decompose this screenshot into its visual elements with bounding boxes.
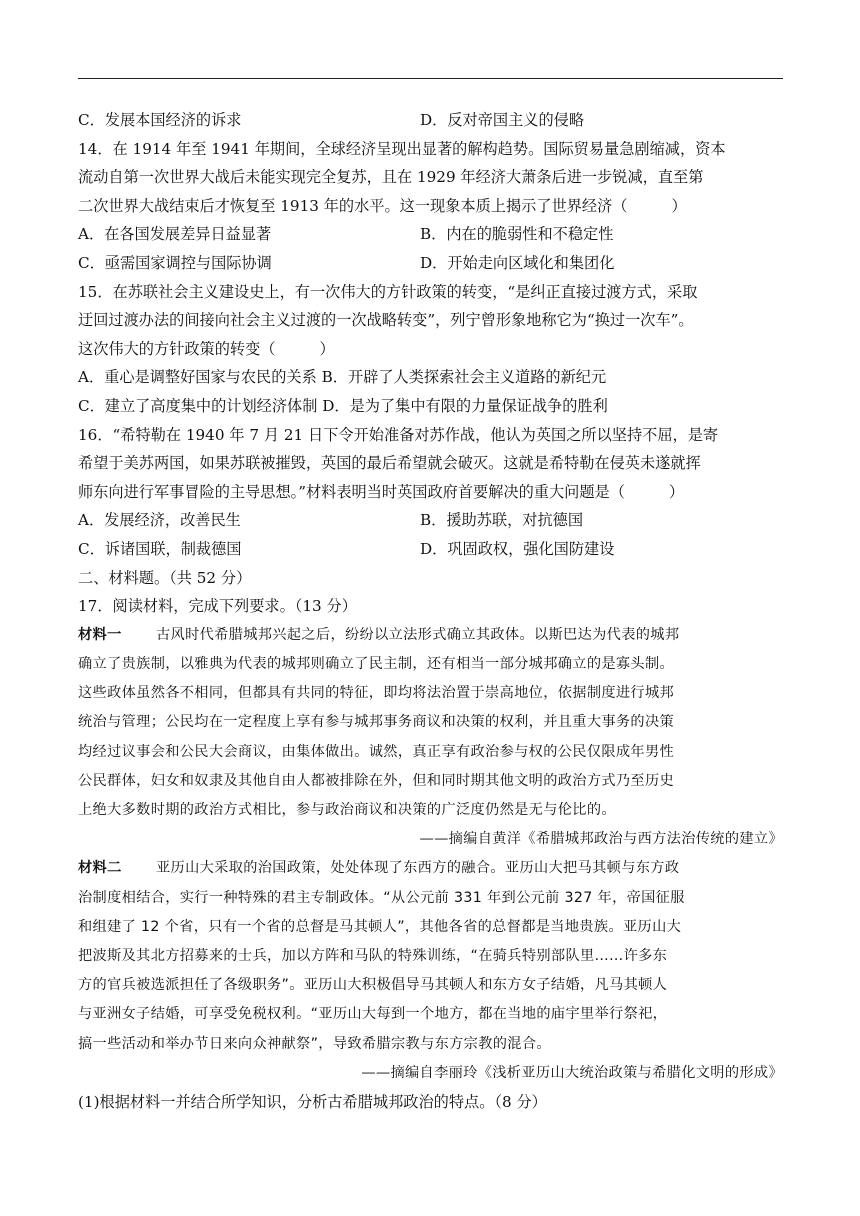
material-one-line: 统治与管理；公民均在一定程度上享有参与城邦事务商议和决策的权利，并且重大事务的决策	[78, 714, 675, 731]
material-two	[78, 854, 783, 1088]
q15-stem-line: 15．在苏联社会主义建设史上，有一次伟大的方针政策的转变，“是纠正直接过渡方式，采取	[78, 282, 698, 301]
material-two-line: 把波斯及其北方招募来的士兵，加以方阵和马队的特殊训练，“在骑兵特别部队里……许多东	[78, 947, 668, 964]
material-two-line: 与亚洲女子结婚，可享受免税权利。“亚历山大每到一个地方，都在当地的庙宇里举行祭祀，	[78, 1006, 668, 1023]
material-two-line: 治制度相结合，实行一种特殊的君主专制政体。“从公元前 331 年到公元前 327 年，帝国征服	[78, 889, 685, 906]
q14-stem-line: 14．在 1914 年至 1941 年期间，全球经济呈现出显著的解构趋势。国际贸易量急剧缩减，资本	[78, 139, 726, 158]
q16-option-b[interactable]: B．援助苏联，对抗德国	[420, 511, 584, 530]
material-two-line: 和组建了 12 个省，只有一个省的总督是马其顿人”，其他各省的总督都是当地贵族。亚历山大	[78, 918, 682, 935]
material-one-text: 古风时代希腊城邦兴起之后，纷纷以立法形式确立其政体。以斯巴达为代表的城邦	[156, 626, 680, 643]
material-two-line: 方的官兵被选派担任了各级职务”。亚历山大积极倡导马其顿人和东方女子结婚，凡马其顿人	[78, 977, 668, 994]
q15-stem-text: 这次伟大的方针政策的转变（	[78, 339, 276, 358]
q13-option-c[interactable]: C．发展本国经济的诉求	[78, 111, 242, 129]
q14-option-d[interactable]: D．开始走向区域化和集团化	[420, 253, 615, 272]
material-two-text: 亚历山大采取的治国政策，处处体现了东西方的融合。亚历山大把马其顿与东方政	[156, 860, 680, 877]
question-15	[78, 278, 783, 421]
section-heading: 二、材料题。（共 52 分）	[78, 568, 252, 587]
material-one-line: 均经过议事会和公民大会商议，由集体做出。诚然，真正享有政治参与权的公民仅限成年男性	[78, 743, 675, 760]
q14-option-c[interactable]: C．亟需国家调控与国际协调	[78, 253, 272, 272]
material-two-line: 搞一些活动和举办节日来向众神献祭”，导致希腊宗教与东方宗教的混合。	[78, 1035, 551, 1052]
q17-prompt: 17．阅读材料，完成下列要求。（13 分）	[78, 597, 357, 616]
material-two-source: ——摘编自李丽玲《浅析亚历山大统治政策与希腊化文明的形成》	[361, 1064, 783, 1081]
q13-option-d[interactable]: D．反对帝国主义的侵略	[420, 111, 585, 129]
material-one-line	[78, 621, 783, 650]
q16-option-d[interactable]: D．巩固政权，强化国防建设	[420, 539, 615, 558]
material-one-line: 这些政体虽然各不相同，但都具有共同的特征，即均将法治置于崇高地位，依据制度进行城邦	[78, 685, 675, 702]
q14-answer-paren-close: ）	[671, 196, 687, 215]
material-two-label: 材料二	[78, 860, 122, 877]
q16-options-ab	[78, 506, 783, 535]
material-one-label: 材料一	[78, 626, 122, 643]
exam-page	[78, 106, 783, 1117]
q15-options-ab[interactable]: A．重心是调整好国家与农民的关系 B．开辟了人类探索社会主义道路的新纪元	[78, 368, 607, 387]
question-14	[78, 135, 783, 278]
material-one-line: 公民群体，妇女和奴隶及其他自由人都被排除在外，但和同时期其他文明的政治方式乃至历史	[78, 772, 675, 789]
q14-stem-text: 二次世界大战结束后才恢复至 1913 年的水平。这一现象本质上揭示了世界经济（	[78, 196, 628, 215]
material-one	[78, 621, 783, 855]
q15-stem-line: 迂回过渡办法的间接向社会主义过渡的一次战略转变”，列宁曾形象地称它为“换过一次车”。	[78, 311, 694, 330]
q16-answer-paren-close: ）	[668, 482, 685, 501]
material-one-source: ——摘编自黄洋《希腊城邦政治与西方法治传统的建立》	[419, 831, 783, 848]
q14-options-ab	[78, 220, 783, 249]
material-one-line: 确立了贵族制，以雅典为代表的城邦则确立了民主制，还有相当一部分城邦确立的是寡头制。	[78, 655, 675, 672]
q17-subquestion-1: (1)根据材料一并结合所学知识，分析古希腊城邦政治的特点。（8 分）	[78, 1092, 547, 1111]
q16-stem-line: 希望于美苏两国，如果苏联被摧毁，英国的最后希望就会破灭。这就是希特勒在侵英未遂就挥	[78, 454, 701, 473]
q14-options-cd	[78, 249, 783, 278]
material-two-line	[78, 854, 783, 883]
q16-stem-line	[78, 478, 783, 507]
q14-option-b[interactable]: B．内在的脆弱性和不稳定性	[420, 225, 614, 244]
q13-options-cd	[78, 106, 783, 135]
q14-option-a[interactable]: A．在各国发展差异日益显著	[78, 225, 272, 244]
q16-option-a[interactable]: A．发展经济，改善民生	[78, 511, 241, 530]
q14-stem-line	[78, 192, 783, 221]
q15-options-cd[interactable]: C．建立了高度集中的计划经济体制 D．是为了集中有限的力量保证战争的胜利	[78, 396, 608, 415]
q16-stem-line: 16．“希特勒在 1940 年 7 月 21 日下令开始准备对苏作战，他认为英国之所以坚持不屈，是寄	[78, 425, 719, 444]
q16-options-cd	[78, 535, 783, 564]
question-16	[78, 421, 783, 564]
header-rule	[78, 78, 783, 79]
material-one-line: 上绝大多数时期的政治方式相比，参与政治商议和决策的广泛度仍然是无与伦比的。	[78, 801, 616, 818]
q14-stem-line: 流动自第一次世界大战后未能实现完全复苏，且在 1929 年经济大萧条后进一步锐减，直至第	[78, 168, 704, 187]
q16-option-c[interactable]: C．诉诸国联，制裁德国	[78, 539, 242, 558]
q15-answer-paren-close: ）	[319, 339, 335, 358]
q15-stem-line	[78, 335, 783, 364]
q16-stem-text: 师东向进行军事冒险的主导思想。”材料表明当时英国政府首要解决的重大问题是（	[78, 482, 625, 501]
